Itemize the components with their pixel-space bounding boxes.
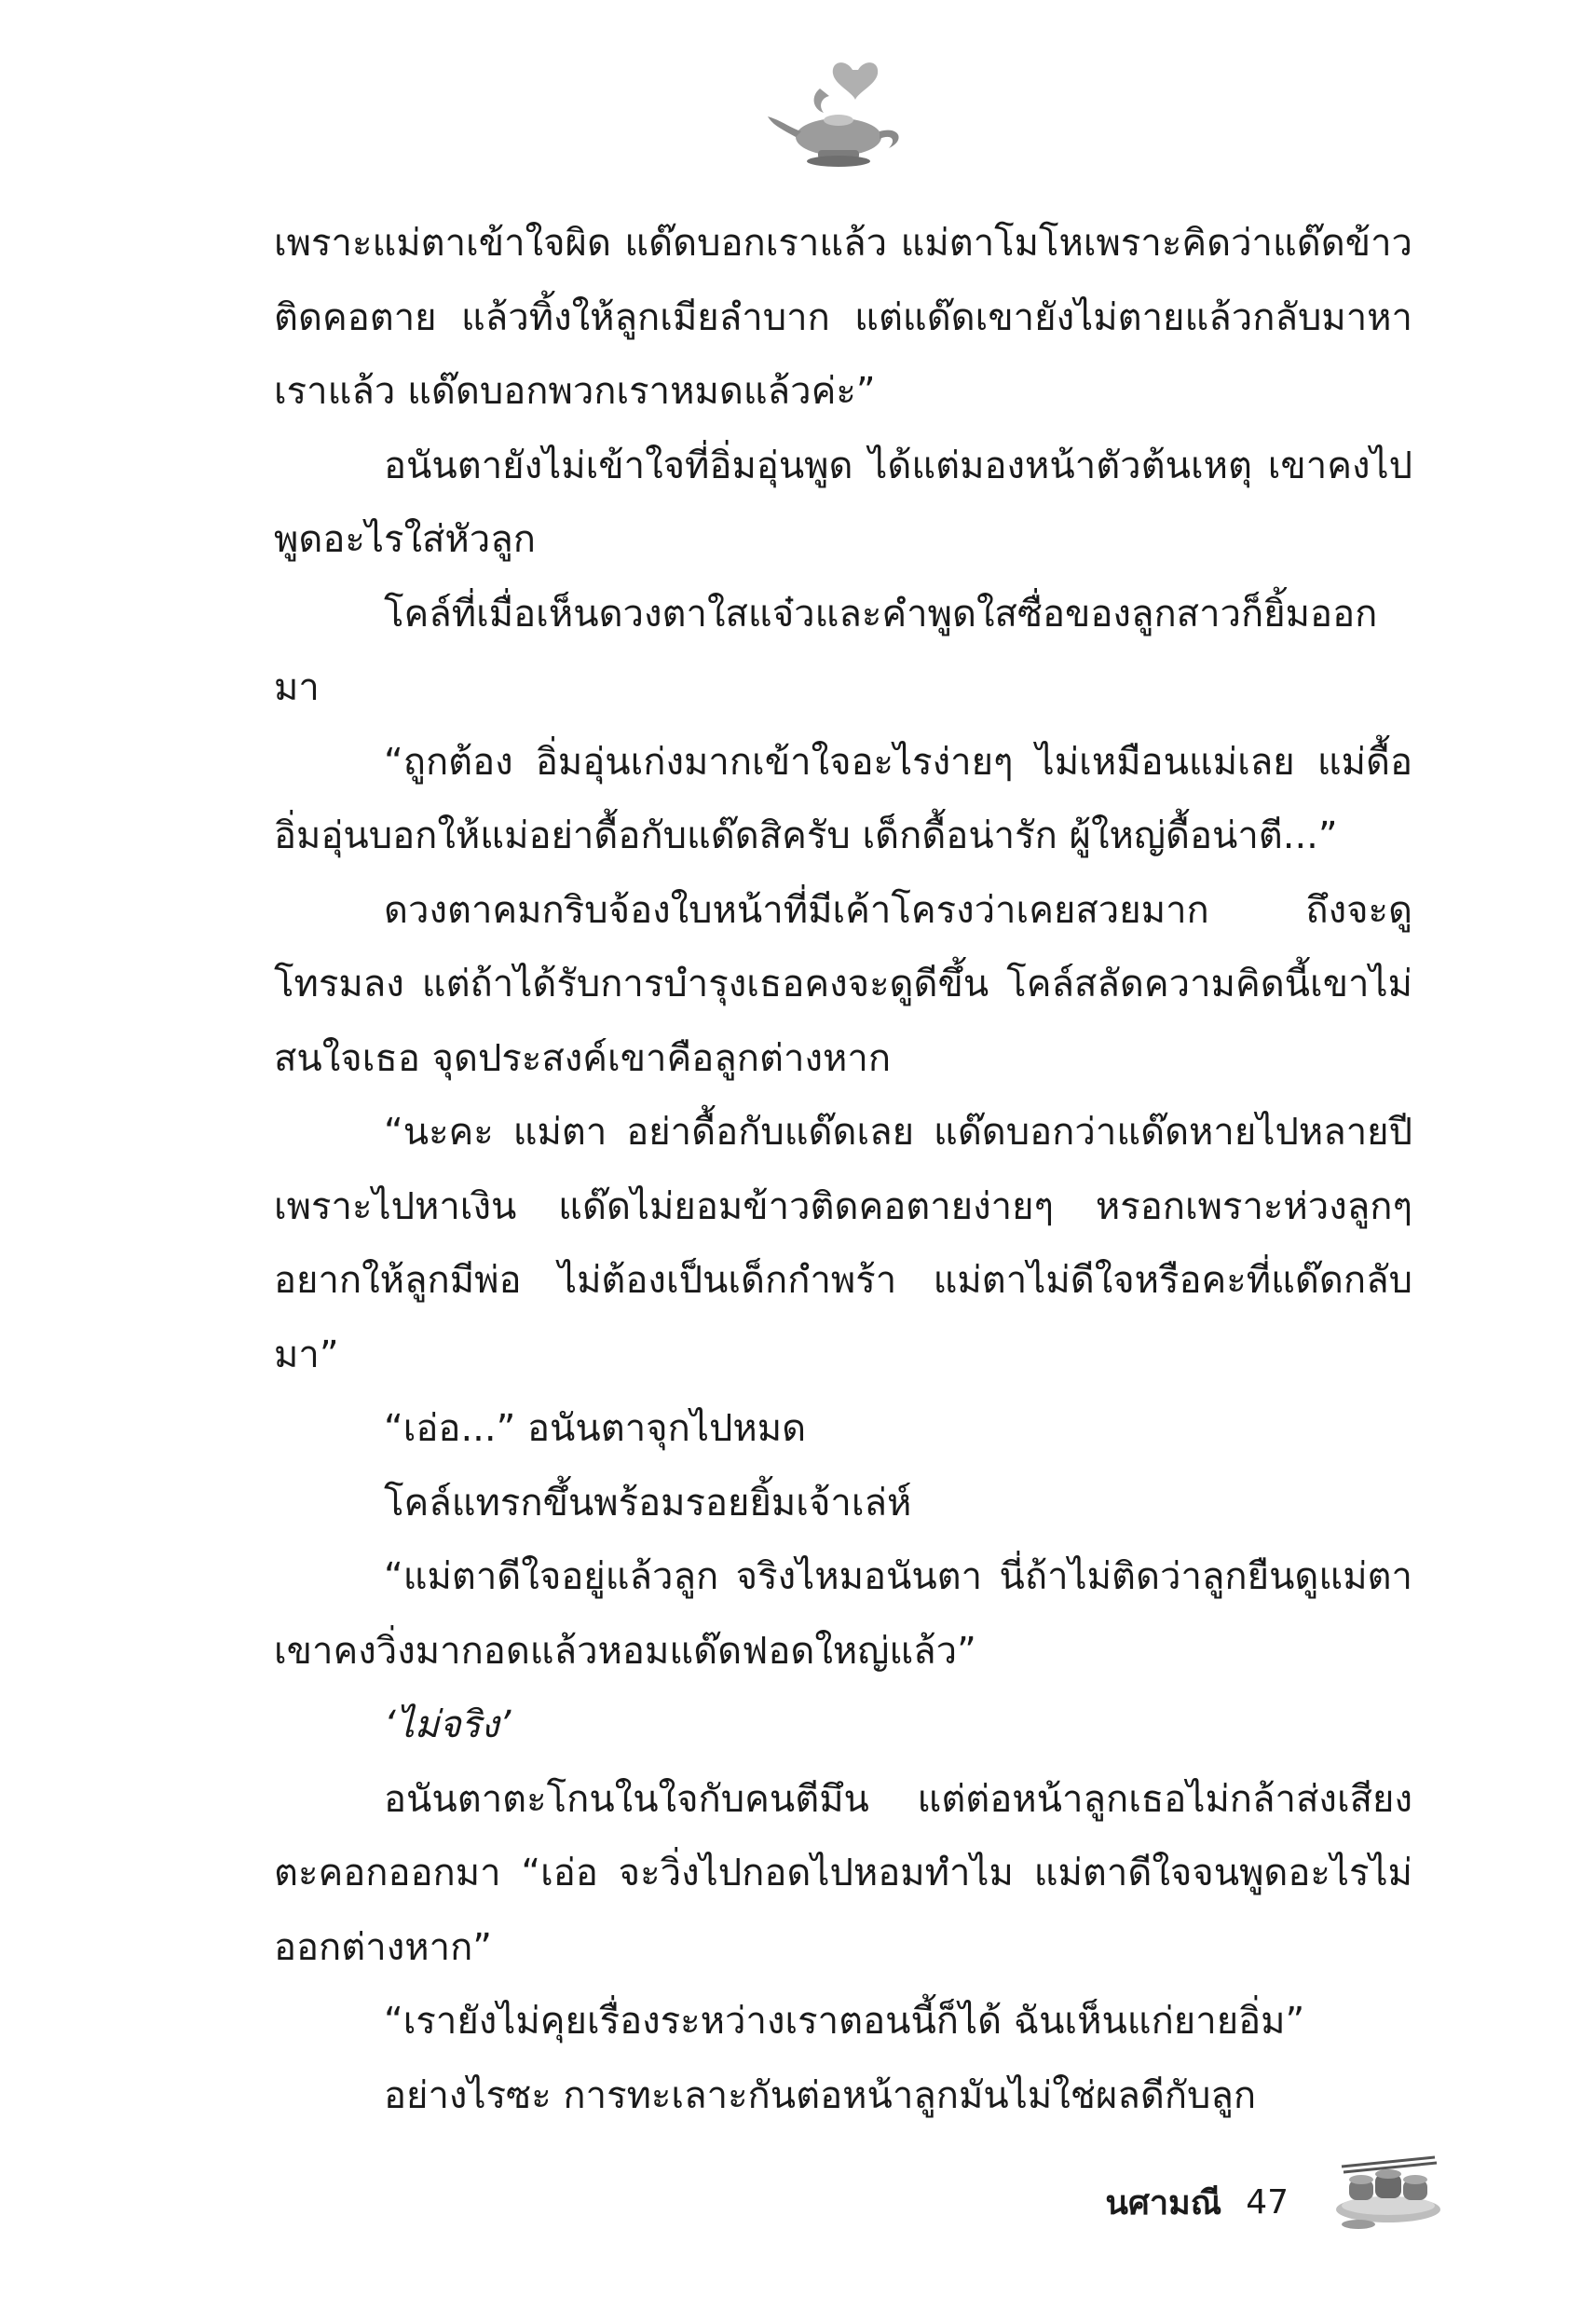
paragraph-3: โคล์ที่เมื่อเห็นดวงตาใสแจ๋วและคำพูดใสซื่อของลูกสาวก็ยิ้มออกมา <box>274 592 1378 709</box>
paragraph-2: อนันตายังไม่เข้าใจที่อิ่มอุ่นพูด ได้แต่มองหน้าตัวต้นเหตุ เขาคงไปพูดอะไรใส่หัวลูก <box>274 444 1412 561</box>
paragraph-6: “นะคะ แม่ตา อย่าดื้อกับแด๊ดเลย แด๊ดบอกว่าแด๊ดหายไปหลายปีเพราะไปหาเงิน แด๊ดไม่ยอมข้าวติดคอตายง่ายๆ หรอกเพราะห่วงลูกๆ อยากให้ลูกมีพ่อ ไม่ต้องเป็นเด็กกำพร้า แม่ตาไม่ดีใจหรือคะที่แด๊ดกลับมา” <box>274 1111 1412 1376</box>
genie-lamp-icon <box>764 51 913 172</box>
body-text <box>274 207 1412 2133</box>
author-name: นศามณี <box>1105 2184 1222 2222</box>
paragraph-10: ‘ไม่จริง’ <box>384 1703 512 1746</box>
sushi-plate-icon <box>1332 2148 1444 2232</box>
paragraph-9: “แม่ตาดีใจอยู่แล้วลูก จริงไหมอนันตา นี่ถ้าไม่ติดว่าลูกยืนดูแม่ตาเขาคงวิ่งมากอดแล้วหอมแด๊ดฟอดใหญ่แล้ว” <box>274 1555 1412 1673</box>
paragraph-8: โคล์แทรกขึ้นพร้อมรอยยิ้มเจ้าเล่ห์ <box>384 1481 912 1525</box>
page-footer <box>1105 2176 1289 2229</box>
paragraph-5: ดวงตาคมกริบจ้องใบหน้าที่มีเค้าโครงว่าเคยสวยมาก ถึงจะดูโทรมลง แต่ถ้าได้รับการบำรุงเธอคงจะดูดีขึ้น โคล์สลัดความคิดนี้เขาไม่สนใจเธอ จุดประสงค์เขาคือลูกต่างหาก <box>274 888 1412 1080</box>
paragraph-11: อนันตาตะโกนในใจกับคนตีมึน แต่ต่อหน้าลูกเธอไม่กล้าส่งเสียงตะคอกออกมา “เอ่อ จะวิ่งไปกอดไปหอมทำไม แม่ตาดีใจจนพูดอะไรไม่ออกต่างหาก” <box>274 1777 1412 1969</box>
page-number: 47 <box>1246 2183 1289 2222</box>
paragraph-4: “ถูกต้อง อิ่มอุ่นเก่งมากเข้าใจอะไรง่ายๆ ไม่เหมือนแม่เลย แม่ดื้ออิ่มอุ่นบอกให้แม่อย่าดื้อกับแด๊ดสิครับ เด็กดื้อน่ารัก ผู้ใหญ่ดื้อน่าตี...” <box>274 740 1412 857</box>
paragraph-1: เพราะแม่ตาเข้าใจผิด แด๊ดบอกเราแล้ว แม่ตาโมโหเพราะคิดว่าแด๊ดข้าวติดคอตาย แล้วทิ้งให้ลูกเมียลำบาก แต่แด๊ดเขายังไม่ตายแล้วกลับมาหาเราแล้ว แด๊ดบอกพวกเราหมดแล้วค่ะ” <box>274 222 1412 413</box>
paragraph-13: อย่างไรซะ การทะเลาะกันต่อหน้าลูกมันไม่ใช่ผลดีกับลูก <box>384 2073 1257 2117</box>
paragraph-12: “เรายังไม่คุยเรื่องระหว่างเราตอนนี้ก็ได้ ฉันเห็นแก่ยายอิ่ม” <box>384 2000 1305 2043</box>
paragraph-7: “เอ่อ...” อนันตาจุกไปหมด <box>384 1407 807 1450</box>
